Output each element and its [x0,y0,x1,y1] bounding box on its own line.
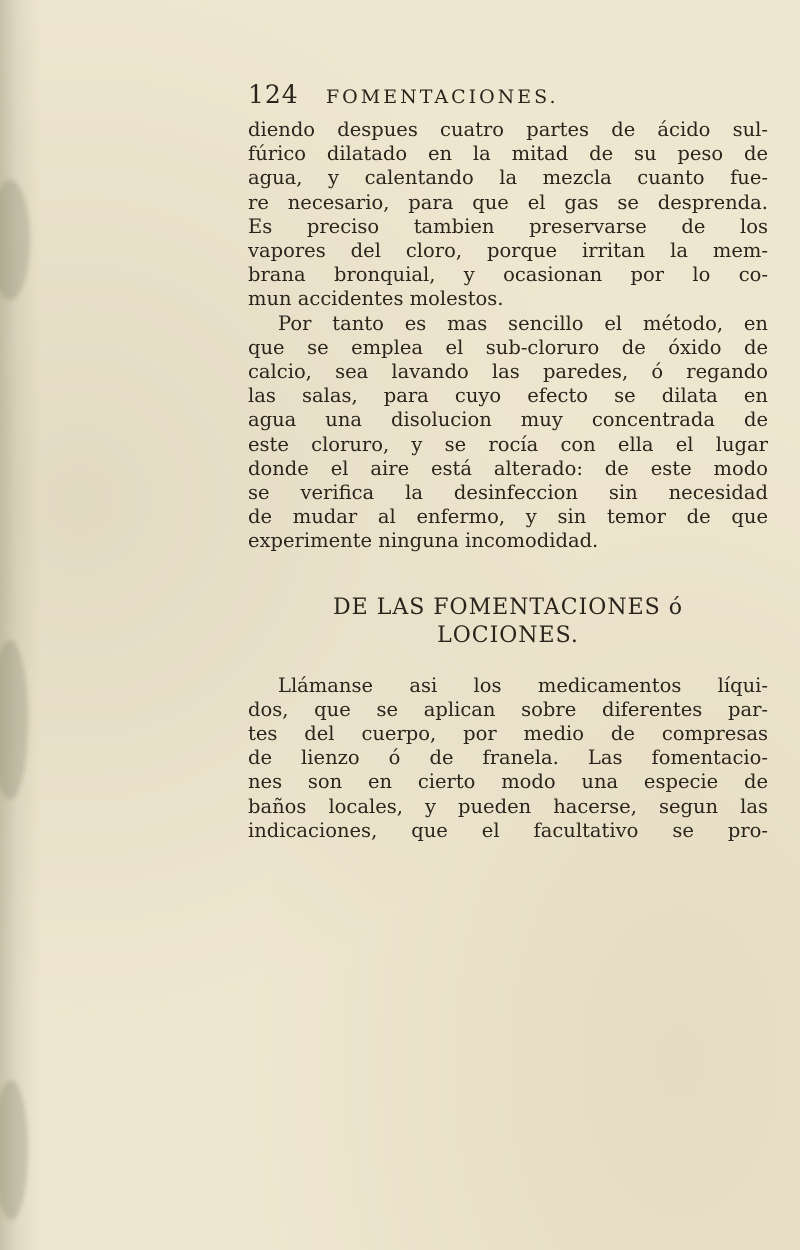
text-line: re necesario, para que el gas se desprenda. [248,190,768,214]
text-line: tes del cuerpo, por medio de compresas [248,722,768,746]
text-line: baños locales, y pueden hacerse, segun las [248,794,768,818]
section-heading [248,594,768,650]
text-line: las salas, para cuyo efecto se dilata en [248,384,768,408]
text-line: dos, que se aplican sobre diferentes par- [248,697,768,721]
text-line: Por tanto es mas sencillo el método, en [278,311,768,335]
text-line: de lienzo ó de franela. Las fomentacio- [248,746,768,770]
text-line: experimente ninguna incomodidad. [248,529,599,553]
text-line: que se emplea el sub-cloruro de óxido de [248,335,768,359]
paragraph-definition [248,674,793,843]
heading-line: DE LAS FOMENTACIONES ó [333,594,683,620]
paper-stain [0,640,28,800]
text-line: indicaciones, que el facultativo se pro- [248,818,768,842]
running-head [248,80,793,114]
paper-stain [0,180,30,300]
text-line: Es preciso tambien preservarse de los [248,214,768,238]
paragraph-method [248,312,793,554]
text-line: fúrico dilatado en la mitad de su peso de [248,142,768,166]
heading-line: LOCIONES. [437,622,579,648]
text-line: brana bronquial, y ocasionan por lo co- [248,263,768,287]
page-content [248,80,793,843]
running-title: FOMENTACIONES. [326,86,559,108]
text-line: agua, y calentando la mezcla cuanto fue- [248,166,768,190]
text-line: agua una disolucion muy concentrada de [248,408,768,432]
text-line: diendo despues cuatro partes de ácido sul- [248,118,768,141]
text-line: Llámanse asi los medicamentos líqui- [278,673,768,697]
text-line: mun accidentes molestos. [248,287,504,311]
text-line: de mudar al enfermo, y sin temor de que [248,505,768,529]
text-line: calcio, sea lavando las paredes, ó regando [248,360,768,384]
text-line: donde el aire está alterado: de este modo [248,456,768,480]
paragraph-continuation [248,118,793,312]
text-line: nes son en cierto modo una especie de [248,770,768,794]
text-line: este cloruro, y se rocía con ella el lugar [248,432,768,456]
paper-stain [0,1080,28,1220]
text-line: vapores del cloro, porque irritan la mem- [248,239,768,263]
page-number: 124 [248,80,299,109]
text-line: se verifica la desinfeccion sin necesidad [248,481,768,505]
